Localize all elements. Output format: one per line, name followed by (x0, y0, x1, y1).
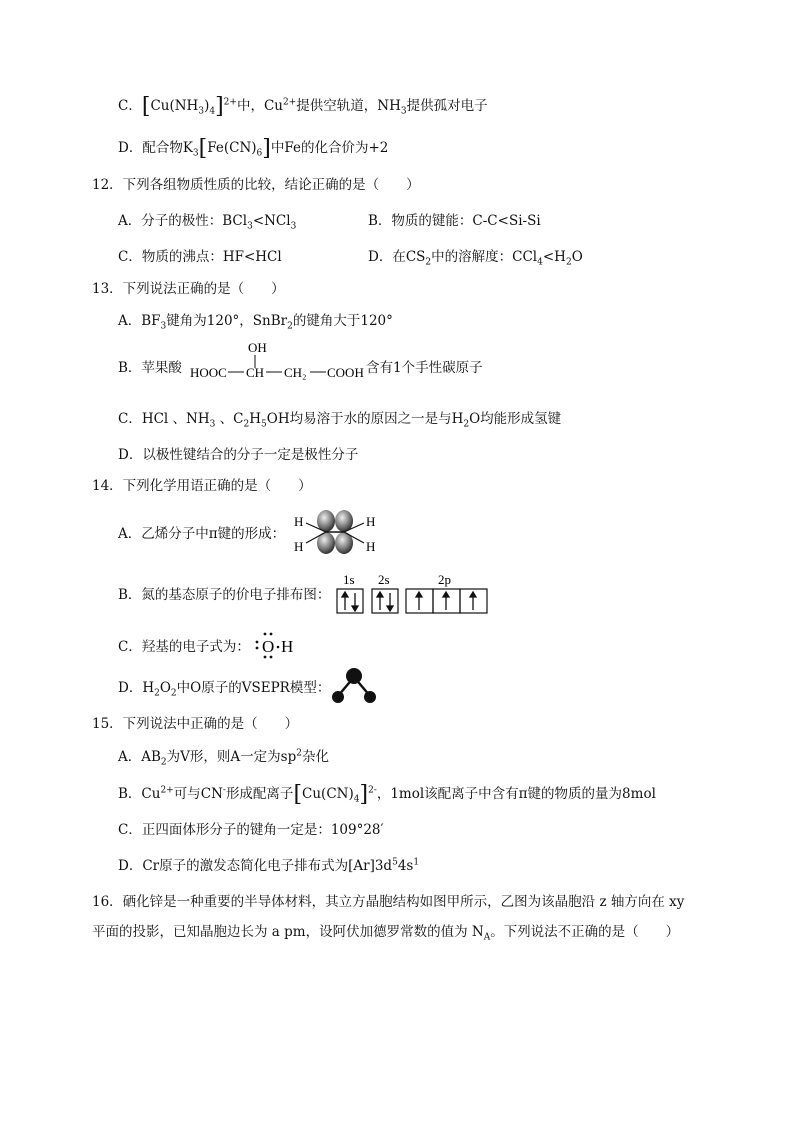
ethylene-h-4: H (366, 539, 376, 554)
option-14b: B．氮的基态原子的价电子排布图： (118, 587, 331, 603)
option-13a: A．$BF_3$键角为120°，SnBr$_2$的键角大于120° (118, 313, 393, 332)
malic-acid-structure (186, 340, 366, 380)
orbital-2p-label: 2p (438, 572, 451, 587)
hydroxyl-h: H (281, 637, 294, 656)
ethylene-h-2: H (294, 539, 304, 554)
option-14d: D．$H_2O_2$中O原子的VSEPR模型： (118, 680, 331, 699)
question-15: 15．下列说法中正确的是（ ） (92, 716, 299, 732)
malic-hooc: HOOC (190, 365, 227, 380)
option-14c: C．羟基的电子式为： (118, 639, 250, 655)
option-15c: C．正四面体形分子的键角一定是：109°28′ (118, 822, 384, 838)
vsepr-model-figure (329, 667, 379, 707)
ethylene-pi-bond-figure (290, 508, 380, 556)
malic-ch2: CH₂ (284, 365, 307, 380)
question-14: 14．下列化学用语正确的是（ ） (92, 478, 312, 494)
orbital-1s-label: 1s (343, 572, 355, 587)
malic-cooh: COOH (327, 365, 364, 380)
orbital-2s-label: 2s (378, 572, 390, 587)
nitrogen-orbital-diagram (334, 572, 494, 616)
question-12: 12．下列各组物质性质的比较，结论正确的是（ ） (92, 177, 420, 193)
question-16-line-1: 16．硒化锌是一种重要的半导体材料，其立方晶胞结构如图甲所示，乙图为该晶胞沿 z 轴方向在 xy (92, 894, 685, 910)
option-15b: B．$Cu^{2+}$可与CN-形成配离子$[Cu(CN)_4]^{2-}$，1mol该配离子中含有π键的物质的量为8mol (118, 782, 656, 807)
ethylene-h-3: H (366, 514, 376, 529)
option-11c: C．$[Cu(NH_3)_4]^{2+}$中，$Cu^{2+}$提供空轨道，$NH_3$提供孤对电子 (118, 94, 488, 119)
hydroxyl-o: O (262, 637, 275, 656)
option-14a: A．乙烯分子中π键的形成： (118, 526, 286, 542)
ethylene-h-1: H (294, 514, 304, 529)
malic-oh-label: OH (248, 340, 267, 355)
option-15d: D．Cr原子的激发态简化电子排布式为$[Ar]3d^54s^1$ (118, 857, 420, 874)
question-16-line-2: 平面的投影，已知晶胞边长为 a pm，设阿伏加德罗常数的值为 $N_A$。下列说法不正确的是（ ） (92, 924, 680, 943)
option-12b: B．物质的键能：C-C<Si-Si (368, 213, 541, 229)
option-12d: D．在$CS_2$中的溶解度：$CCl_4<H_2O$ (368, 249, 583, 268)
option-13b-prefix: B．苹果酸 (118, 360, 182, 376)
question-13: 13．下列说法正确的是（ ） (92, 281, 285, 297)
option-12c: C．物质的沸点：HF<HCl (118, 249, 282, 265)
option-13c: C．HCl 、$NH_3$ 、$C_2H_5OH$均易溶于水的原因之一是与$H_2O$均能形成氢键 (118, 411, 562, 430)
option-13b-suffix: 含有1个手性碳原子 (366, 360, 483, 376)
option-11d: D．配合物$K_3[Fe(CN)_6]$中Fe的化合价为+2 (118, 136, 389, 161)
option-12a: A．分子的极性：BCl$_3$<NCl$_3$ (118, 213, 297, 232)
hydroxyl-electron-formula (254, 630, 300, 660)
option-15a: A．$AB_2$为V形，则A一定为$sp^2$杂化 (118, 748, 329, 768)
malic-ch: CH (246, 365, 265, 380)
option-13d: D．以极性键结合的分子一定是极性分子 (118, 447, 359, 463)
